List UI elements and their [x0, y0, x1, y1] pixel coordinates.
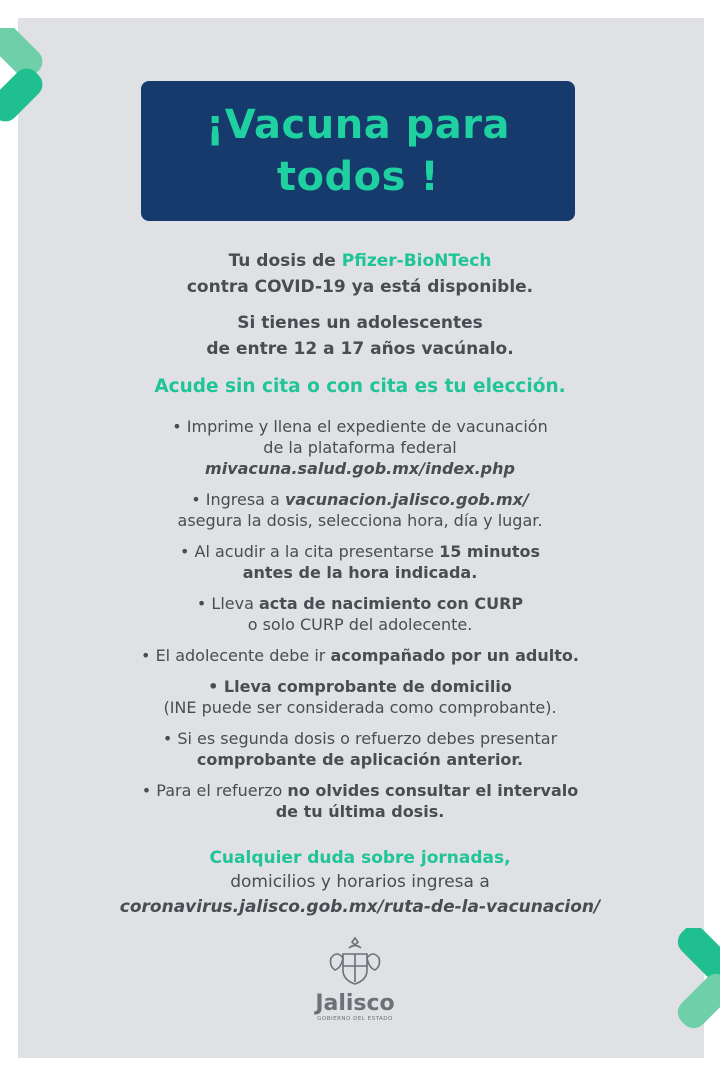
chevron-decoration-bottom-right	[664, 928, 720, 1038]
title-line-2: todos !	[276, 154, 440, 200]
adolescents-line-1: Si tienes un adolescentes	[237, 313, 483, 333]
bullet-bold: no olvides consultar el intervalo	[287, 781, 579, 800]
logo-subtitle: GOBIERNO DEL ESTADO	[317, 1016, 393, 1022]
vaccine-brand: Pfizer-BioNTech	[341, 251, 492, 271]
ruta-vacunacion-link[interactable]: coronavirus.jalisco.gob.mx/ruta-de-la-vacunacion/	[119, 897, 601, 917]
bullet-bold: • Lleva comprobante de domicilio	[208, 677, 512, 696]
list-item	[60, 645, 660, 666]
intro-text: Tu dosis de	[228, 251, 342, 271]
bullet-bold: acompañado por un adulto.	[330, 646, 579, 665]
footer-body: domicilios y horarios ingresa a	[230, 872, 490, 892]
bullet-text: de la plataforma federal	[263, 438, 457, 457]
footer-info	[60, 846, 660, 920]
appointment-callout: Acude sin cita o con cita es tu elección.	[154, 376, 566, 397]
bullet-bold: 15 minutos	[439, 542, 541, 561]
footer-title: Cualquier duda sobre jornadas,	[209, 848, 511, 868]
bullet-text: • Lleva	[196, 594, 259, 613]
bullet-text: (INE puede ser considerada como comprobante).	[163, 698, 557, 717]
title-banner	[141, 81, 575, 221]
bullet-bold: de tu última dosis.	[275, 802, 445, 821]
bullet-text: • El adolecente debe ir	[141, 646, 331, 665]
bullet-text: • Ingresa a	[191, 490, 285, 509]
list-item	[60, 416, 660, 479]
intro-adolescents	[60, 310, 660, 362]
bullet-text: asegura la dosis, selecciona hora, día y lugar.	[177, 511, 543, 530]
bullet-bold: acta de nacimiento con CURP	[258, 594, 524, 613]
chevron-icon	[0, 28, 62, 128]
list-item	[60, 541, 660, 583]
bullet-bold: comprobante de aplicación anterior.	[196, 750, 524, 769]
instructions-list	[60, 416, 660, 822]
bullet-text: • Imprime y llena el expediente de vacunación	[172, 417, 548, 436]
list-item	[60, 676, 660, 718]
title-line-1: ¡Vacuna para	[206, 102, 510, 148]
list-item	[60, 728, 660, 770]
bullet-text: • Para el refuerzo	[141, 781, 288, 800]
vacunacion-jalisco-link[interactable]: vacunacion.jalisco.gob.mx/	[284, 490, 529, 509]
bullet-text: • Al acudir a la cita presentarse	[179, 542, 440, 561]
chevron-decoration-top-left	[0, 28, 62, 128]
main-content	[60, 248, 660, 920]
intro-availability	[60, 248, 660, 300]
intro-text-2: contra COVID-19 ya está disponible.	[186, 277, 534, 297]
list-item	[60, 780, 660, 822]
bullet-text: • Si es segunda dosis o refuerzo debes presentar	[162, 729, 558, 748]
chevron-icon	[664, 928, 720, 1038]
bullet-text: o solo CURP del adolecente.	[247, 615, 473, 634]
page-title	[206, 99, 510, 203]
logo-name: Jalisco	[315, 991, 395, 1016]
coat-of-arms-icon	[327, 936, 383, 986]
list-item	[60, 489, 660, 531]
list-item	[60, 593, 660, 635]
jalisco-logo	[300, 936, 410, 1032]
bullet-bold: antes de la hora indicada.	[242, 563, 478, 582]
mivacuna-link[interactable]: mivacuna.salud.gob.mx/index.php	[205, 459, 515, 478]
adolescents-line-2: de entre 12 a 17 años vacúnalo.	[206, 339, 514, 359]
